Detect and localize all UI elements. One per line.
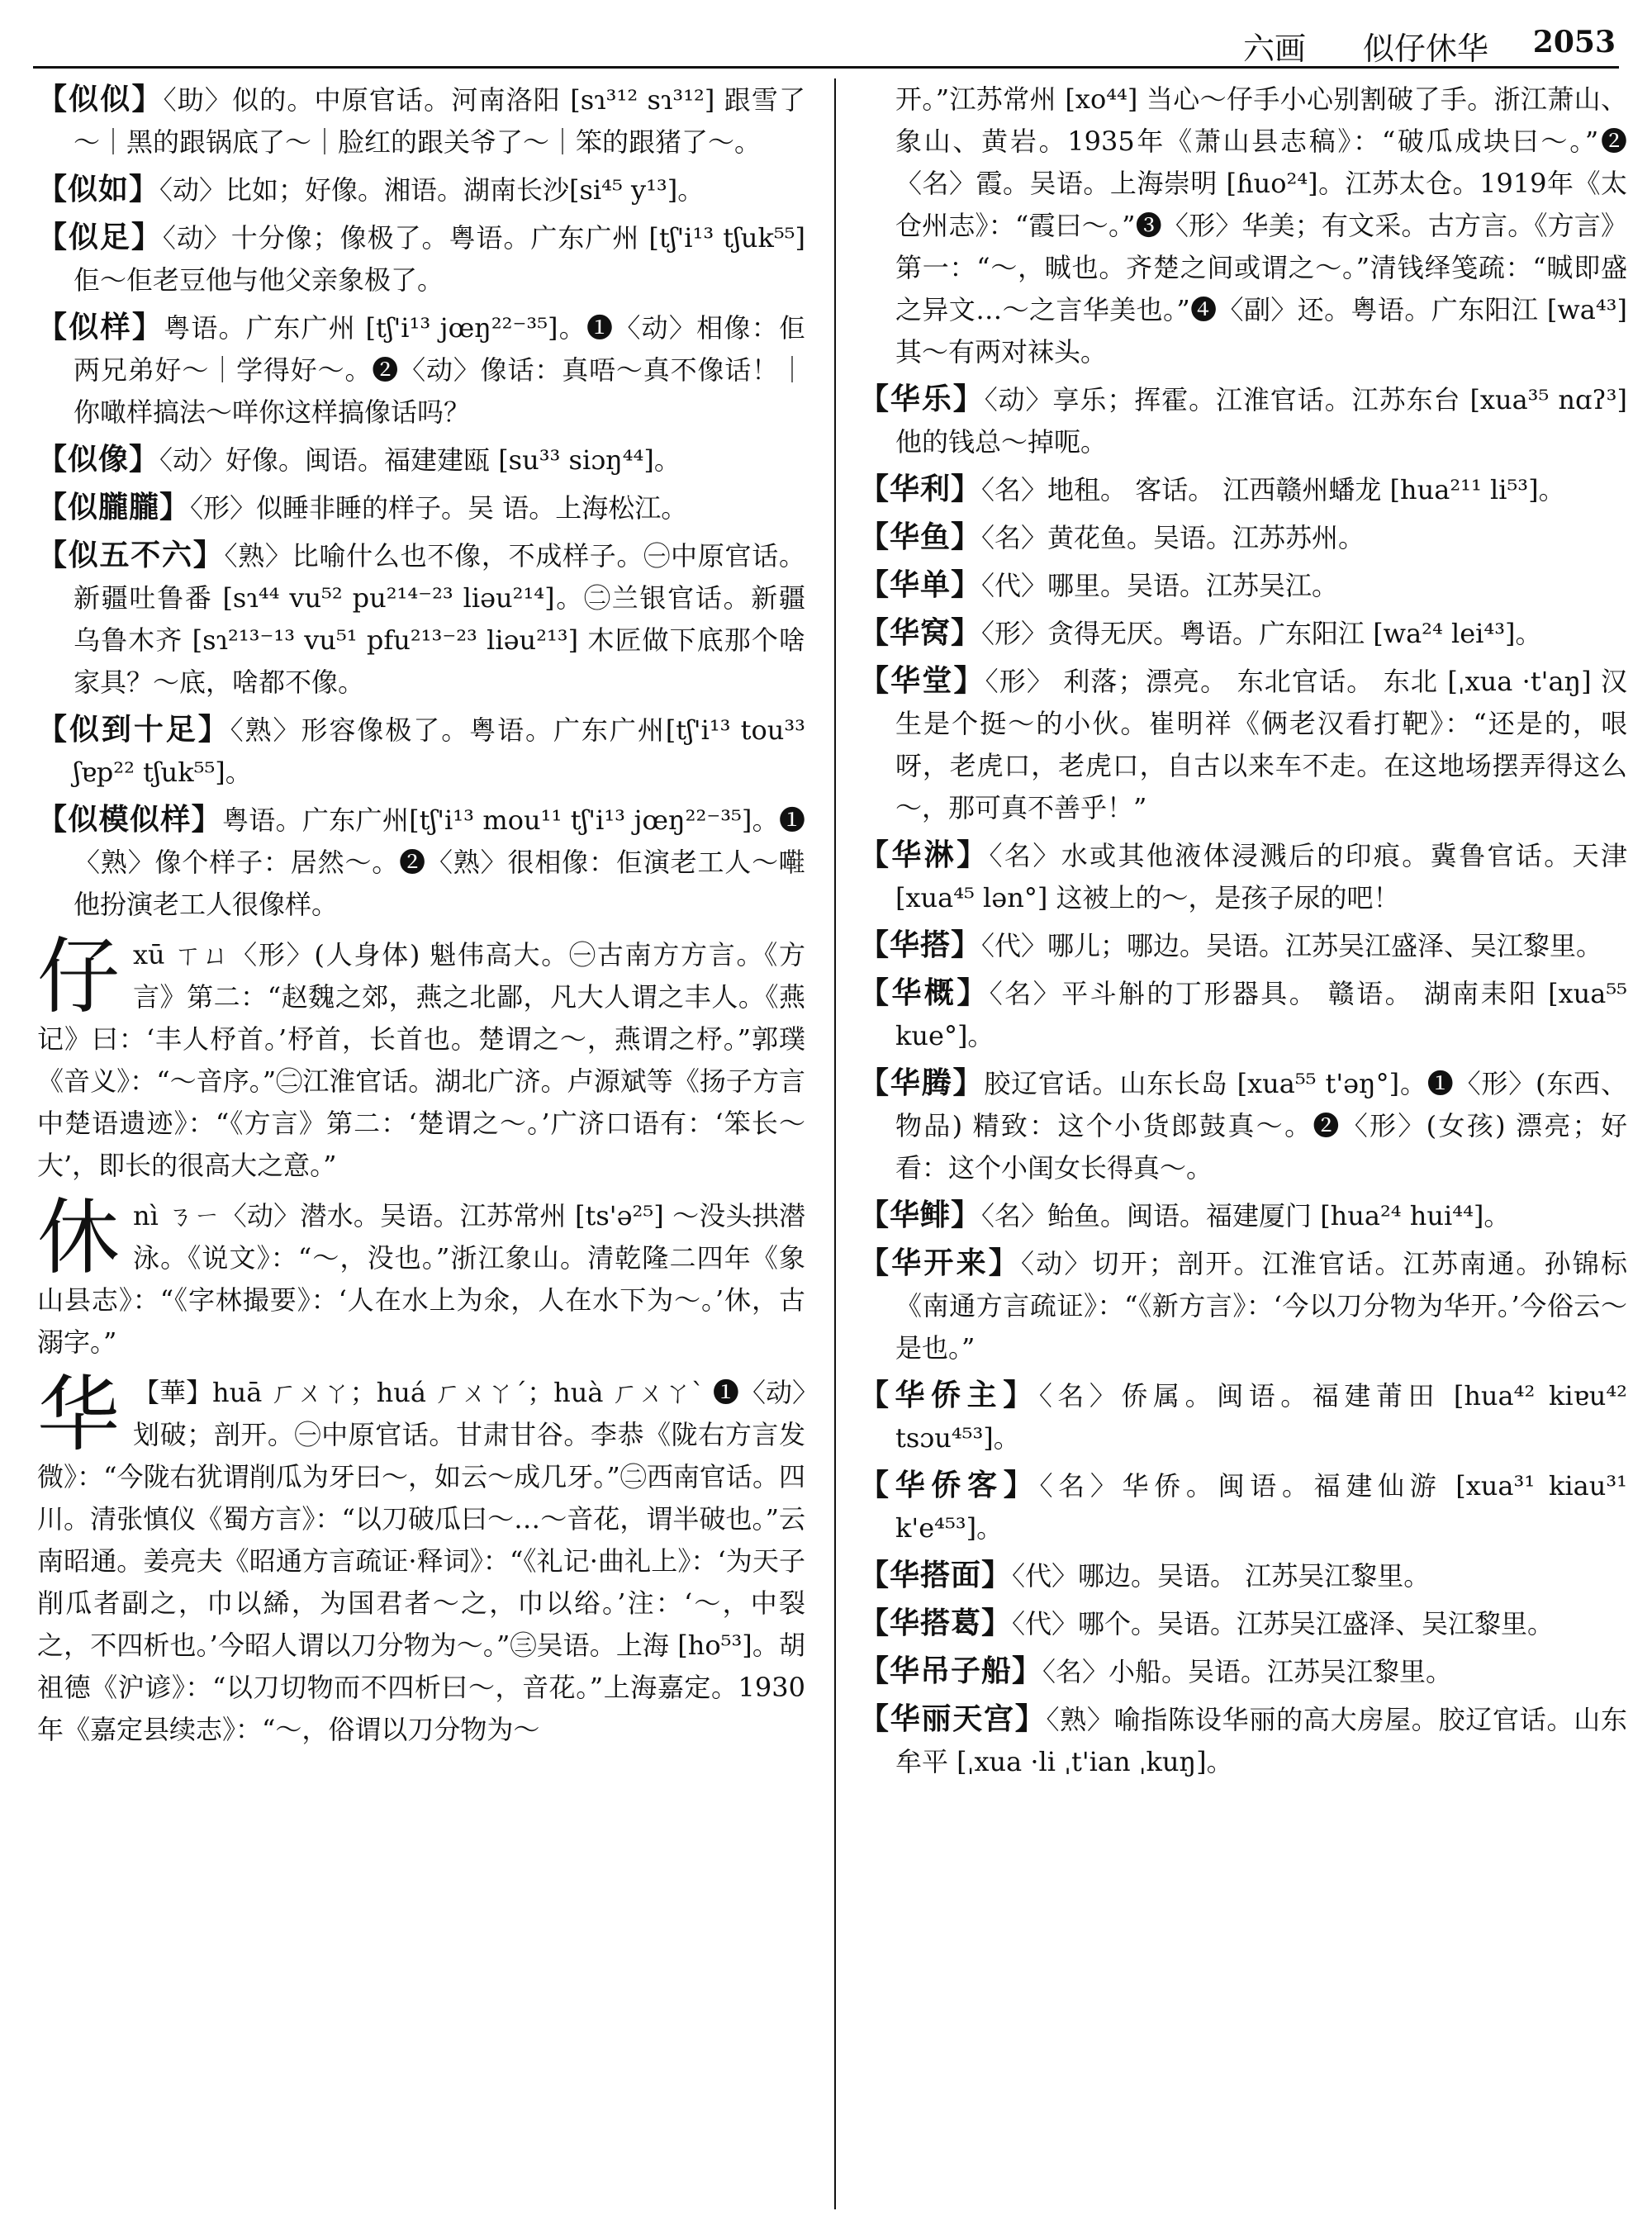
entry-hua-lin bbox=[859, 834, 1627, 919]
definition: 粤语。广东广州 [tʃ'i¹³ jœŋ²²⁻³⁵]。❶〈动〉相像：佢两兄弟好～｜学得好～。❷〈动〉像话：真唔～真不像话！｜你噉样搞法～咩你这样搞像话吗？ bbox=[74, 312, 805, 428]
entry-hua-teng bbox=[859, 1062, 1627, 1189]
definition: 〈名〉黄花鱼。吴语。江苏苏州。 bbox=[981, 522, 1365, 553]
headword: 【华窝】 bbox=[859, 615, 982, 650]
entry-si-xiang bbox=[37, 439, 805, 482]
definition: 〈名〉华侨。闽语。福建仙游 [xua³¹ kiau³¹ k'e⁴⁵³]。 bbox=[895, 1470, 1627, 1544]
entry-si-dao-shi-zu bbox=[37, 709, 805, 794]
headword: 【似朧朧】 bbox=[37, 490, 191, 524]
entry-char-hua bbox=[37, 1366, 805, 1751]
head-character: 休 bbox=[37, 1189, 120, 1286]
headword: 【华鱼】 bbox=[859, 520, 982, 554]
entry-hua-qiao-zhu bbox=[859, 1374, 1627, 1459]
headword: 【华乐】 bbox=[859, 382, 985, 416]
entry-hua-li-tian-gong bbox=[859, 1698, 1627, 1783]
definition: 〈形〉 利落；漂亮。 东北官话。 东北 [ˌxua ·t'aŋ] 汉生是个挺～的小伙。崔明祥《俩老汉看打靶》：“还是的，哏呀，老虎口，老虎口，自古以来车不走。在这地场摆弄得这么～，那可真不善乎！” bbox=[895, 666, 1627, 823]
entry-char-ni bbox=[37, 1189, 805, 1364]
header-characters: 似仔休华 bbox=[1363, 31, 1489, 67]
headword: 【华丽天宫】 bbox=[859, 1701, 1047, 1736]
headword: 【华单】 bbox=[859, 567, 982, 602]
page-header bbox=[33, 15, 1619, 69]
definition: 〈助〉似的。中原官话。河南洛阳 [sɿ³¹² sɿ³¹²] 跟雪了～｜黑的跟锅底了～｜脸红的跟关爷了～｜笨的跟猪了～。 bbox=[74, 84, 805, 158]
definition: 〈代〉哪里。吴语。江苏吴江。 bbox=[981, 570, 1339, 601]
entry-hua-li bbox=[859, 468, 1627, 511]
definition: 〈名〉小船。吴语。江苏吴江黎里。 bbox=[1042, 1656, 1453, 1687]
definition: nì ㄋㄧ〈动〉潜水。吴语。江苏常州 [ts'ə²⁵] ～没头拱潜泳。《说文》：“～，没也。”浙江象山。清乾隆二四年《象山县志》：“《字林撮要》：‘人在水上为氽，人在水下为～。’休，古溺字。” bbox=[37, 1200, 805, 1358]
headword: 【似足】 bbox=[37, 220, 163, 254]
entry-hua-fei bbox=[859, 1194, 1627, 1237]
entry-char-xu bbox=[37, 928, 805, 1187]
definition: 〈代〉哪个。吴语。江苏吴江盛泽、吴江黎里。 bbox=[1012, 1608, 1555, 1639]
headword: 【似模似样】 bbox=[37, 802, 222, 837]
definition: 〈代〉哪边。吴语。 江苏吴江黎里。 bbox=[1012, 1560, 1431, 1592]
definition: 〈动〉切开；剖开。江淮官话。江苏南通。孙锦标《南通方言疏证》：“《新方言》：‘今以刀分物为华开。’今俗云～是也。” bbox=[895, 1248, 1627, 1364]
headword: 【华开来】 bbox=[859, 1245, 1021, 1280]
headword: 【华利】 bbox=[859, 472, 982, 506]
definition: 〈动〉十分像；像极了。粤语。广东广州 [tʃ'i¹³ tʃuk⁵⁵]佢～佢老豆他与他父亲象极了。 bbox=[74, 222, 805, 296]
headword: 【似如】 bbox=[37, 172, 160, 206]
entry-hua-da-mian bbox=[859, 1554, 1627, 1597]
definition: 〈名〉地租。 客话。 江西赣州蟠龙 [hua²¹¹ li⁵³]。 bbox=[981, 474, 1565, 505]
entry-hua-diao-zi-chuan bbox=[859, 1650, 1627, 1693]
headword: 【华搭葛】 bbox=[859, 1606, 1013, 1640]
entry-hua-qiao-ke bbox=[859, 1464, 1627, 1549]
definition: 〈名〉水或其他液体浸溅后的印痕。冀鲁官话。天津 [xua⁴⁵ lən°] 这被上的～，是孩子尿的吧！ bbox=[895, 840, 1627, 913]
entry-hua-da bbox=[859, 924, 1627, 967]
headword: 【华鲱】 bbox=[859, 1198, 982, 1232]
head-character: 仔 bbox=[37, 928, 120, 1025]
entry-hua-gai bbox=[859, 972, 1627, 1057]
definition: 【華】huā ㄏㄨㄚ；huá ㄏㄨㄚˊ；huà ㄏㄨㄚˋ ❶〈动〉划破；剖开。㊀中原官话。甘肃甘谷。李恭《陇右方言发微》：“今陇右犹谓削瓜为牙曰～，如云～成几牙。”㊁西南官话。四川。清张慎仪《蜀方言》：“以刀破瓜曰～…～音花，谓半破也。”云南昭通。姜亮夫《昭通方言疏证·释词》：“《礼记·曲礼上》：‘为天子削瓜者副之，巾以絺，为国君者～之，巾以绤。’注：‘～，中裂之，不四析也。’今昭人谓以刀分物为～。”㊂吴语。上海 [ho⁵³]。胡祖德《沪谚》：“以刀切物而不四析曰～，音花。”上海嘉定。1930年《嘉定县续志》：“～，俗谓以刀分物为～ bbox=[37, 1377, 805, 1745]
headword: 【华概】 bbox=[859, 975, 990, 1010]
definition: 〈动〉好像。闽语。福建建瓯 [su³³ siɔŋ⁴⁴]。 bbox=[159, 444, 681, 476]
definition: xū ㄒㄩ〈形〉(人身体) 魁伟高大。㊀古南方方言。《方言》第二：“赵魏之郊，燕之北鄙，凡大人谓之丰人。《燕记》曰：‘丰人杼首。’杼首，长首也。楚谓之～，燕谓之杼。”郭璞《音义》：“～音序。”㊁江淮官话。湖北广济。卢源斌等《扬子方言中楚语遗迹》：“《方言》第二：‘楚谓之～。’广济口语有：‘笨长～大’，即长的很高大之意。” bbox=[37, 939, 805, 1181]
definition: 〈名〉鲐鱼。闽语。福建厦门 [hua²⁴ hui⁴⁴]。 bbox=[981, 1200, 1511, 1231]
column-divider bbox=[834, 78, 836, 2209]
headword: 【似到十足】 bbox=[37, 712, 230, 747]
headword: 【华腾】 bbox=[859, 1065, 985, 1100]
headword: 【华吊子船】 bbox=[859, 1654, 1043, 1688]
entry-si-longlong bbox=[37, 486, 805, 529]
entry-hua-continued: 开。”江苏常州 [xo⁴⁴] 当心～仔手小心别割破了手。浙江萧山、象山、黄岩。1935年《萧山县志稿》：“破瓜成块曰～。”❷〈名〉霞。吴语。上海崇明 [ɦuo²⁴]。江苏太仓。1919年《太仓州志》：“霞曰～。”❸〈形〉华美；有文采。古方言。《方言》第一：“～，晠也。齐楚之间或谓之～。”清钱绎笺疏：“晠即盛之异文…～之言华美也。”❹〈副〉还。粤语。广东阳江 [wa⁴³] 其～有两对袜头。 bbox=[895, 83, 1627, 368]
entry-hua-dan bbox=[859, 564, 1627, 607]
entry-si-yang bbox=[37, 306, 805, 434]
headword: 【华搭】 bbox=[859, 928, 982, 962]
definition: 〈熟〉形容像极了。粤语。广东广州[tʃ'i¹³ tou³³ ʃɐp²² tʃuk⁵⁵]。 bbox=[74, 714, 805, 788]
left-column bbox=[37, 78, 805, 2209]
definition: 〈熟〉比喻什么也不像，不成样子。㊀中原官话。新疆吐鲁番 [sɿ⁴⁴ vu⁵² pu²¹⁴⁻²³ liəu²¹⁴]。㊁兰银官话。新疆乌鲁木齐 [sɿ²¹³⁻¹³ vu⁵¹ pfu²¹³⁻²³ liəu²¹³] 木匠做下底那个啥家具？～底，啥都不像。 bbox=[74, 540, 805, 698]
section-label: 六画 bbox=[1243, 31, 1307, 67]
headword: 【华搭面】 bbox=[859, 1558, 1013, 1592]
entry-si-si bbox=[37, 78, 805, 164]
entry-hua-yu bbox=[859, 516, 1627, 559]
definition: 〈动〉享乐；挥霍。江淮官话。江苏东台 [xua³⁵ nɑʔ³] 他的钱总～掉呃。 bbox=[895, 384, 1627, 458]
definition: 胶辽官话。山东长岛 [xua⁵⁵ t'əŋ°]。❶〈形〉(东西、物品) 精致：这个小货郎鼓真～。❷〈形〉(女孩) 漂亮；好看：这个小闺女长得真～。 bbox=[895, 1068, 1627, 1184]
entry-hua-da-ge bbox=[859, 1602, 1627, 1645]
entry-si-mo-si-yang bbox=[37, 799, 805, 926]
headword: 【华侨客】 bbox=[859, 1468, 1040, 1502]
headword: 【似似】 bbox=[37, 82, 164, 116]
headword: 【华堂】 bbox=[859, 663, 985, 698]
entry-hua-tang bbox=[859, 660, 1627, 829]
headword: 【似像】 bbox=[37, 442, 160, 477]
entry-si-wu-bu-liu bbox=[37, 534, 805, 704]
definition: 〈代〉哪儿；哪边。吴语。江苏吴江盛泽、吴江黎里。 bbox=[981, 930, 1603, 961]
definition: 〈熟〉喻指陈设华丽的高大房屋。胶辽官话。山东牟平 [ˌxua ·li ˌt'ian ˌkuŋ]。 bbox=[895, 1704, 1627, 1777]
definition: 〈形〉贪得无厌。粤语。广东阳江 [wa²⁴ lei⁴³]。 bbox=[981, 618, 1542, 649]
entry-si-ru bbox=[37, 168, 805, 211]
definition: 〈形〉似睡非睡的样子。吴 语。上海松江。 bbox=[190, 492, 688, 524]
definition: 粤语。广东广州[tʃ'i¹³ mou¹¹ tʃ'i¹³ jœŋ²²⁻³⁵]。❶〈熟〉像个样子：居然～。❷〈熟〉很相像：佢演老工人～嚡他扮演老工人很像样。 bbox=[74, 804, 805, 920]
headword: 【华侨主】 bbox=[859, 1378, 1039, 1412]
entry-hua-wo bbox=[859, 612, 1627, 655]
definition: 〈名〉平斗斛的丁形器具。 赣语。 湖南耒阳 [xua⁵⁵ kue°]。 bbox=[895, 978, 1627, 1051]
headword: 【似样】 bbox=[37, 310, 164, 344]
entry-si-zu bbox=[37, 216, 805, 301]
headword: 【华淋】 bbox=[859, 837, 990, 872]
definition: 〈动〉比如；好像。湘语。湖南长沙[si⁴⁵ y¹³]。 bbox=[159, 174, 705, 206]
right-column bbox=[859, 78, 1627, 2209]
head-character: 华 bbox=[37, 1366, 120, 1463]
headword: 【似五不六】 bbox=[37, 538, 225, 572]
entry-hua-kai-lai bbox=[859, 1242, 1627, 1369]
definition: 〈名〉侨属。闽语。福建莆田 [hua⁴² kiɐu⁴² tsɔu⁴⁵³]。 bbox=[895, 1380, 1627, 1454]
entry-hua-le bbox=[859, 378, 1627, 463]
page-number: 2053 bbox=[1532, 25, 1616, 59]
